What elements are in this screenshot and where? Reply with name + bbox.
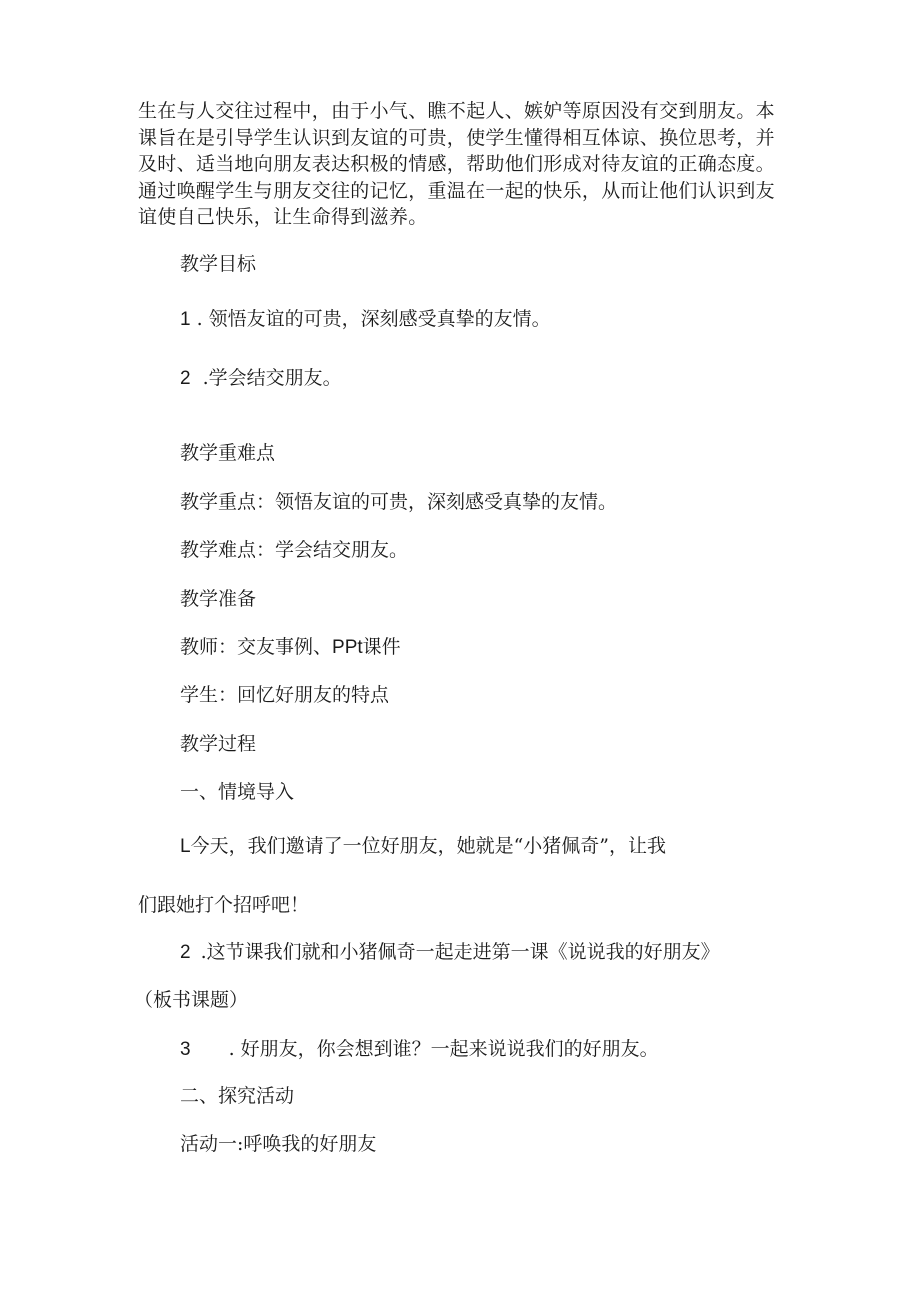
teacher-prep-label: 教师：交友事例、 xyxy=(180,636,333,658)
key-point: 教学重点：领悟友谊的可贵，深刻感受真挚的友情。 xyxy=(180,491,618,513)
goal-2-number: 2 xyxy=(180,368,191,389)
heading-process: 教学过程 xyxy=(180,733,257,755)
teacher-prep xyxy=(180,635,401,660)
heading-preparation: 教学准备 xyxy=(180,588,257,610)
step-2-continuation: （板书课题） xyxy=(134,989,249,1011)
heading-goals: 教学目标 xyxy=(180,253,257,275)
step-1-number: L xyxy=(180,836,191,857)
step-1-text: 今天，我们邀请了一位好朋友，她就是“小猪佩奇”，让我 xyxy=(190,835,667,857)
step-1-continuation: 们跟她打个招呼吧！ xyxy=(138,894,310,916)
step-2-number: 2 xyxy=(180,942,191,963)
difficult-point: 教学难点：学会结交朋友。 xyxy=(180,539,409,561)
step-3 xyxy=(180,1037,659,1062)
step-2 xyxy=(180,940,720,965)
goal-2-text: .学会结交朋友。 xyxy=(202,367,342,389)
activity-1: 活动一:呼唤我的好朋友 xyxy=(180,1133,377,1155)
student-prep: 学生：回忆好朋友的特点 xyxy=(180,684,390,706)
step-1 xyxy=(180,834,666,859)
goal-1-text: . 领悟友谊的可贵，深刻感受真挚的友情。 xyxy=(196,308,551,330)
goal-1-number: 1 xyxy=(180,309,191,330)
step-2-text: .这节课我们就和小猪佩奇一起走进第一课《说说我的好朋友》 xyxy=(200,941,720,963)
teacher-prep-ppt: PPt xyxy=(332,637,363,658)
goal-2 xyxy=(180,366,342,391)
step-3-text: . 好朋友，你会想到谁？一起来说说我们的好朋友。 xyxy=(228,1038,659,1060)
teacher-prep-rest: 课件 xyxy=(362,636,401,658)
section-1-heading: 一、情境导入 xyxy=(180,781,295,803)
heading-key-points: 教学重难点 xyxy=(180,442,276,464)
goal-1 xyxy=(180,307,551,332)
section-2-heading: 二、探究活动 xyxy=(180,1085,295,1107)
step-3-number: 3 xyxy=(180,1039,191,1060)
intro-paragraph: 生在与人交往过程中，由于小气、瞧不起人、嫉妒等原因没有交到朋友。本课旨在是引导学生认识到友谊的可贵，使学生懂得相互体谅、换位思考，并及时、适当地向朋友表达积极的情感，帮助他们形成对待友谊的正确态度。通过唤醒学生与朋友交往的记忆，重温在一起的快乐，从而让他们认识到友谊使自己快乐，让生命得到滋养。 xyxy=(138,100,775,228)
